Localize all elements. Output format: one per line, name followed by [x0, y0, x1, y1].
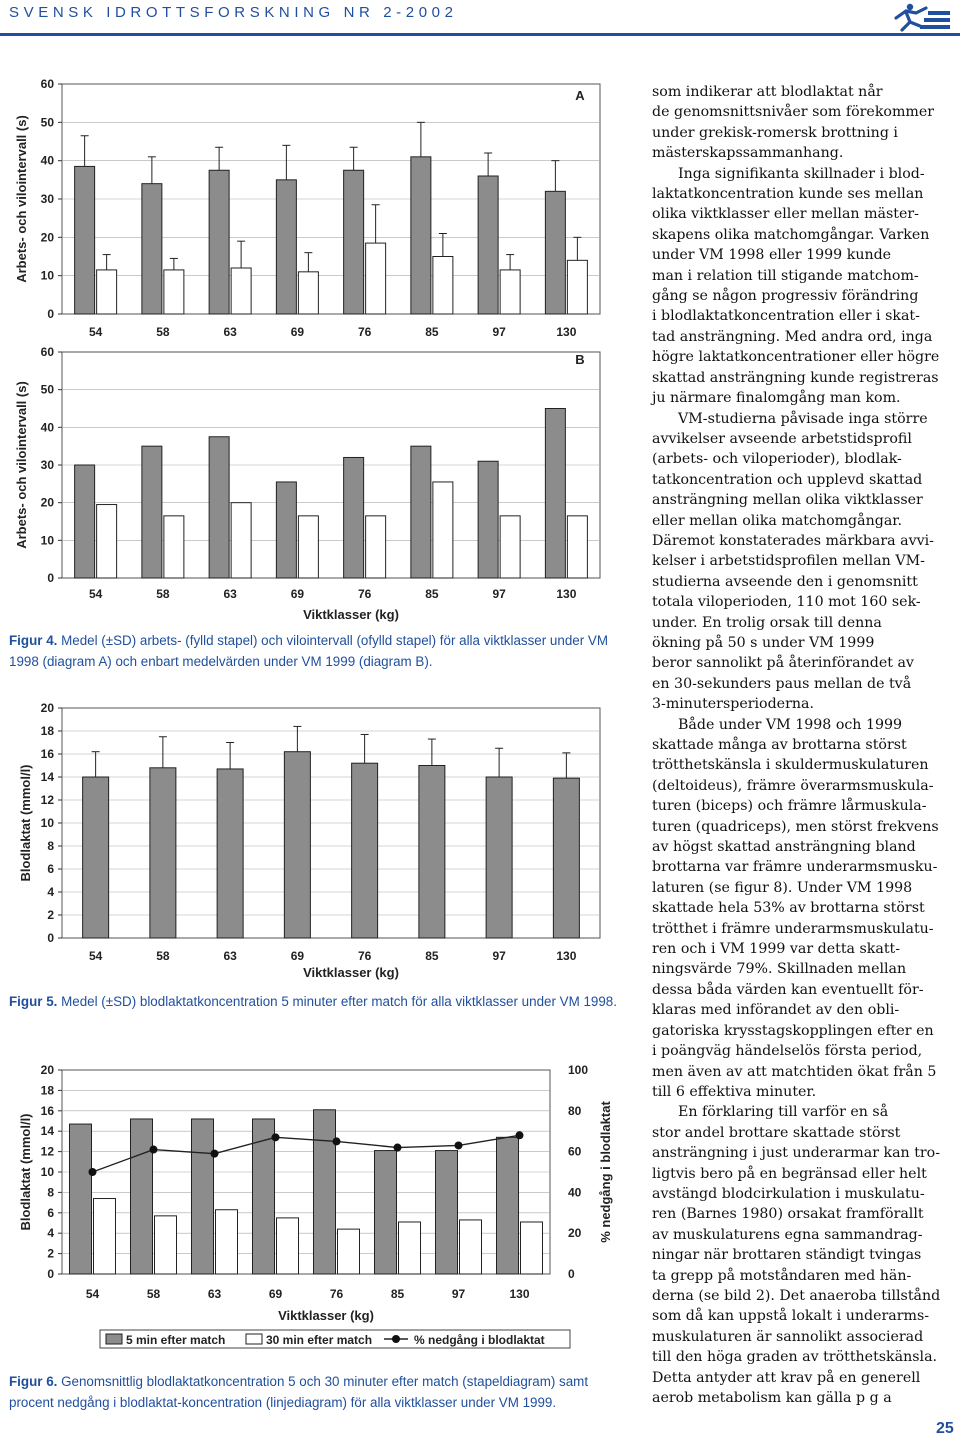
x-tick-label: 130 — [556, 587, 577, 601]
bar-open — [500, 270, 520, 314]
bar-filled — [375, 1151, 397, 1274]
y-axis-label: Blodlaktat (mmol/l) — [18, 1113, 33, 1231]
x-tick-label: 97 — [492, 949, 506, 963]
x-tick-label: 58 — [146, 1287, 161, 1301]
bar-open — [164, 270, 184, 314]
bar-filled — [419, 766, 445, 939]
figure-5-caption — [9, 991, 629, 1012]
y-tick-label: 50 — [40, 382, 54, 397]
y-axis-label: Arbets- och vilointervall (s) — [14, 115, 29, 283]
bar-filled — [411, 157, 431, 314]
y-tick-label: 12 — [40, 1144, 54, 1159]
x-tick-label: 76 — [357, 325, 372, 339]
bar-open — [338, 1229, 360, 1274]
bar-filled — [83, 777, 109, 938]
x-tick-label: 76 — [357, 949, 372, 963]
x-axis-label: Viktklasser (kg) — [303, 965, 399, 980]
y-tick-label: 6 — [47, 1205, 54, 1220]
bar-filled — [142, 184, 162, 314]
x-tick-label: 69 — [268, 1287, 283, 1301]
bar-open — [433, 257, 453, 315]
figure-5-chart — [0, 698, 620, 983]
y-tick-label: 10 — [40, 1165, 54, 1179]
x-tick-label: 85 — [425, 325, 439, 339]
bar-open — [277, 1218, 299, 1274]
x-tick-label: 97 — [451, 1287, 466, 1301]
bar-filled — [142, 446, 162, 578]
y-tick-label: 0 — [47, 571, 54, 585]
y-tick-label: 30 — [40, 458, 54, 472]
y-tick-label: 16 — [40, 747, 54, 761]
x-tick-label: 130 — [556, 325, 577, 339]
journal-header: SVENSK IDROTTSFORSKNING NR 2-2002 — [9, 4, 458, 21]
line-point — [394, 1144, 402, 1152]
bar-filled — [545, 409, 565, 579]
bar-filled — [344, 170, 364, 314]
x-tick-label: 85 — [425, 949, 439, 963]
y-tick-label: 14 — [40, 1124, 54, 1139]
bar-open — [97, 270, 117, 314]
bar-filled — [314, 1110, 336, 1274]
bar-open — [231, 503, 251, 578]
bar-open — [298, 516, 318, 578]
x-tick-label: 54 — [85, 1287, 100, 1301]
line-point — [455, 1141, 463, 1149]
figure-6-caption-label: Figur 6. — [9, 1374, 58, 1389]
y-tick-label: 20 — [40, 495, 54, 510]
bar-filled — [276, 180, 296, 314]
bar-open — [366, 243, 386, 314]
x-tick-label: 54 — [88, 949, 103, 963]
panel-label: B — [575, 352, 585, 367]
figure-4-caption-label: Figur 4. — [9, 633, 58, 648]
figure-6-chart — [0, 1058, 620, 1358]
x-tick-label: 63 — [223, 949, 237, 963]
bar-open — [231, 268, 251, 314]
y-tick-label: 10 — [40, 533, 54, 548]
y-tick-label: 2 — [47, 1246, 54, 1261]
bar-filled — [131, 1119, 153, 1274]
y-tick-label: 6 — [47, 862, 54, 876]
x-tick-label: 63 — [223, 325, 237, 339]
figure-5-caption-text: Medel (±SD) blodlaktatkoncentration 5 minuter efter match för alla viktklasser under VM 1998. — [61, 994, 617, 1009]
y-axis-label: Blodlaktat (mmol/l) — [18, 764, 33, 882]
page-number: 25 — [936, 1420, 954, 1437]
bar-filled — [497, 1137, 519, 1274]
bar-open — [216, 1210, 238, 1274]
body-paragraph: VM-studierna påvisade inga större avvikelser avseende arbetstidsprofil (arbets- och viloperioder), blodlak- tatkoncentration och upplevd skattad ansträngning mellan olika viktklasser eller mellan olika matchomgångar. Däremot konstaterades märkbara avvi- kelser i arbetstidsprofilen mellan VM- studierna avseende den i genomsnitt totala viloperioden, 110 mot 160 sek- under. En trolig orsak till denna ökning på 50 s under VM 1999 beror sannolikt på återinförandet av en 30-sekunders paus mellan de två 3-minutersperioderna. — [652, 410, 934, 713]
y-tick-label: 40 — [40, 153, 54, 168]
bar-filled — [276, 482, 296, 578]
bar-filled — [209, 437, 229, 578]
y-tick-label: 18 — [40, 1083, 54, 1098]
y-tick-label: 10 — [40, 816, 54, 830]
legend-swatch-filled — [106, 1334, 122, 1344]
y-tick-label: 30 — [40, 192, 54, 206]
y-tick-label: 2 — [47, 908, 54, 922]
bar-open — [94, 1199, 116, 1274]
y-tick-label: 20 — [40, 230, 54, 245]
bar-open — [399, 1222, 421, 1274]
line-point — [211, 1150, 219, 1158]
bar-filled — [70, 1124, 92, 1274]
x-tick-label: 76 — [329, 1287, 344, 1301]
x-tick-label: 97 — [492, 325, 506, 339]
bar-open — [298, 272, 318, 314]
bar-open — [567, 260, 587, 314]
x-tick-label: 58 — [156, 949, 170, 963]
y-tick-label: 8 — [47, 839, 54, 853]
bar-filled — [192, 1119, 214, 1274]
y2-tick-label: 60 — [568, 1144, 582, 1159]
y2-tick-label: 0 — [568, 1267, 575, 1281]
body-paragraph: Inga signifikanta skillnader i blod- laktatkoncentration kunde ses mellan olika viktklasser eller mellan mäster- skapens olika matchomgångar. Varken under VM 1998 eller 1999 kunde man i relation till stigande matchom- gång se någon progressiv förändring i blodlaktatkoncentration eller i skat- tad ansträngning. Med andra ord, inga högre laktatkoncentrationer eller högre skattad ansträngning kunde registreras ju närmare finalomgång man kom. — [652, 165, 940, 407]
bar-filled — [352, 763, 378, 938]
x-axis-label: Viktklasser (kg) — [278, 1308, 374, 1323]
figure-4-caption — [9, 630, 629, 672]
line-point — [89, 1168, 97, 1176]
y2-tick-label: 40 — [568, 1185, 582, 1200]
bar-filled — [344, 457, 364, 578]
y-tick-label: 20 — [40, 1063, 54, 1077]
y2-tick-label: 80 — [568, 1103, 582, 1118]
y-tick-label: 10 — [40, 268, 54, 283]
bar-open — [155, 1216, 177, 1274]
y-tick-label: 0 — [47, 307, 54, 321]
bar-filled — [545, 191, 565, 314]
x-tick-label: 130 — [509, 1287, 530, 1301]
bar-open — [460, 1220, 482, 1274]
y-tick-label: 12 — [40, 793, 54, 807]
y-tick-label: 14 — [40, 770, 54, 784]
y-tick-label: 16 — [40, 1103, 54, 1118]
y-tick-label: 40 — [40, 420, 54, 435]
bar-filled — [209, 170, 229, 314]
y-tick-label: 50 — [40, 115, 54, 130]
x-tick-label: 69 — [290, 949, 305, 963]
bar-open — [366, 516, 386, 578]
y-tick-label: 60 — [40, 345, 54, 359]
body-paragraph: som indikerar att blodlaktat når de genomsnittsnivåer som förekommer under grekisk-romersk brottning i mästerskapssammanhang. — [652, 84, 935, 162]
x-tick-label: 58 — [156, 325, 170, 339]
figure-4-caption-text: Medel (±SD) arbets- (fylld stapel) och vilointervall (ofylld stapel) för alla viktklasser under VM 1998 (diagram A) och enbart medelvärden under VM 1999 (diagram B). — [9, 633, 608, 669]
line-point — [516, 1131, 524, 1139]
x-tick-label: 58 — [156, 587, 170, 601]
y-tick-label: 4 — [47, 885, 54, 899]
body-paragraph: En förklaring till varför en så stor andel brottare skattade störst ansträngning i just underarmar kan tro- ligtvis bero på en begränsad eller helt avstängd blodcirkulation i muskulatu- ren (Barnes 1980) orsakat framförallt av muskulaturens egna sammandrag- ningar när brottaren ständigt tvingas ta grepp på motståndaren med hän- derna (se bild 2). Det anaeroba tillstånd som då kan uppstå lokalt i underarms- muskulaturen är sannolikt associerad till den höga graden av trötthetskänsla. Detta antyder att krav på en generell aerob metabolism kan gälla p g a — [652, 1104, 941, 1406]
legend — [100, 1330, 570, 1348]
body-paragraph: Både under VM 1998 och 1999 skattade många av brottarna störst trötthetskänsla i skuldermuskulaturen (deltoideus), främre överarmsmuskula- turen (biceps) och främre lårmuskula- turen (quadriceps), men störst frekvens av högst skattad ansträngning bland brottarna var främre underarmsmusku- laturen (se figur 8). Under VM 1998 skattade hela 53% av brottarna störst trötthet i främre underarmsmuskulatu- ren och i VM 1999 var detta skatt- ningsvärde 79%. Skillnaden mellan dessa båda värden kan eventuellt för- klaras med införandet av den obli- gatoriska krysstagskopplingen efter en i poängväg händelselös första period, men även av att matchtiden ökat från 5 till 6 effektiva minuter. — [652, 716, 939, 1100]
bar-filled — [486, 777, 512, 938]
figure-4a-chart — [0, 70, 620, 350]
panel-label: A — [575, 88, 585, 103]
bar-open — [521, 1222, 543, 1274]
y-tick-label: 0 — [47, 1267, 54, 1281]
header-rule — [0, 33, 960, 36]
bar-filled — [75, 465, 95, 578]
bar-filled — [411, 446, 431, 578]
line-point — [333, 1137, 341, 1145]
x-axis-label: Viktklasser (kg) — [303, 607, 399, 622]
y-tick-label: 20 — [40, 701, 54, 715]
y-tick-label: 0 — [47, 931, 54, 945]
bar-open — [567, 516, 587, 578]
x-tick-label: 54 — [88, 587, 103, 601]
y-tick-label: 18 — [40, 724, 54, 738]
bar-filled — [150, 768, 176, 938]
figure-6-caption-text: Genomsnittlig blodlaktatkoncentration 5 och 30 minuter efter match (stapeldiagram) samt procent nedgång i blodlaktat-koncentration (linjediagram) för alla viktklasser under VM 1999. — [9, 1374, 589, 1410]
bar-filled — [284, 752, 310, 938]
x-tick-label: 63 — [223, 587, 237, 601]
bar-filled — [478, 176, 498, 314]
figure-6-caption — [9, 1371, 629, 1413]
x-tick-label: 76 — [357, 587, 372, 601]
bar-open — [500, 516, 520, 578]
y-tick-label: 4 — [47, 1226, 54, 1241]
body-text — [652, 82, 954, 1408]
x-tick-label: 69 — [290, 587, 305, 601]
bar-open — [164, 516, 184, 578]
x-tick-label: 130 — [556, 949, 577, 963]
journal-logo-icon — [888, 2, 954, 32]
figure-4b-chart — [0, 340, 620, 625]
legend-line-marker — [392, 1335, 400, 1343]
x-tick-label: 63 — [207, 1287, 222, 1301]
line-point — [272, 1133, 280, 1141]
x-tick-label: 97 — [492, 587, 506, 601]
bar-filled — [217, 769, 243, 938]
y2-axis-label: % nedgång i blodlaktat — [598, 1101, 613, 1243]
legend-label: 30 min efter match — [266, 1333, 373, 1347]
x-tick-label: 69 — [290, 325, 305, 339]
y-axis-label: Arbets- och vilointervall (s) — [14, 381, 29, 549]
bar-open — [433, 482, 453, 578]
bar-filled — [75, 166, 95, 314]
y2-tick-label: 20 — [568, 1226, 582, 1241]
legend-swatch-open — [246, 1334, 262, 1344]
y-tick-label: 60 — [40, 77, 54, 91]
x-tick-label: 85 — [390, 1287, 405, 1301]
legend-label: % nedgång i blodlaktat — [414, 1333, 545, 1347]
line-point — [150, 1146, 158, 1154]
bar-open — [97, 505, 117, 578]
bar-filled — [436, 1151, 458, 1274]
x-tick-label: 85 — [425, 587, 439, 601]
x-tick-label: 54 — [88, 325, 103, 339]
y-tick-label: 8 — [47, 1185, 54, 1200]
bar-filled — [478, 461, 498, 578]
figure-5-caption-label: Figur 5. — [9, 994, 58, 1009]
legend-label: 5 min efter match — [126, 1333, 226, 1347]
bar-filled — [553, 778, 579, 938]
y2-tick-label: 100 — [568, 1063, 589, 1077]
